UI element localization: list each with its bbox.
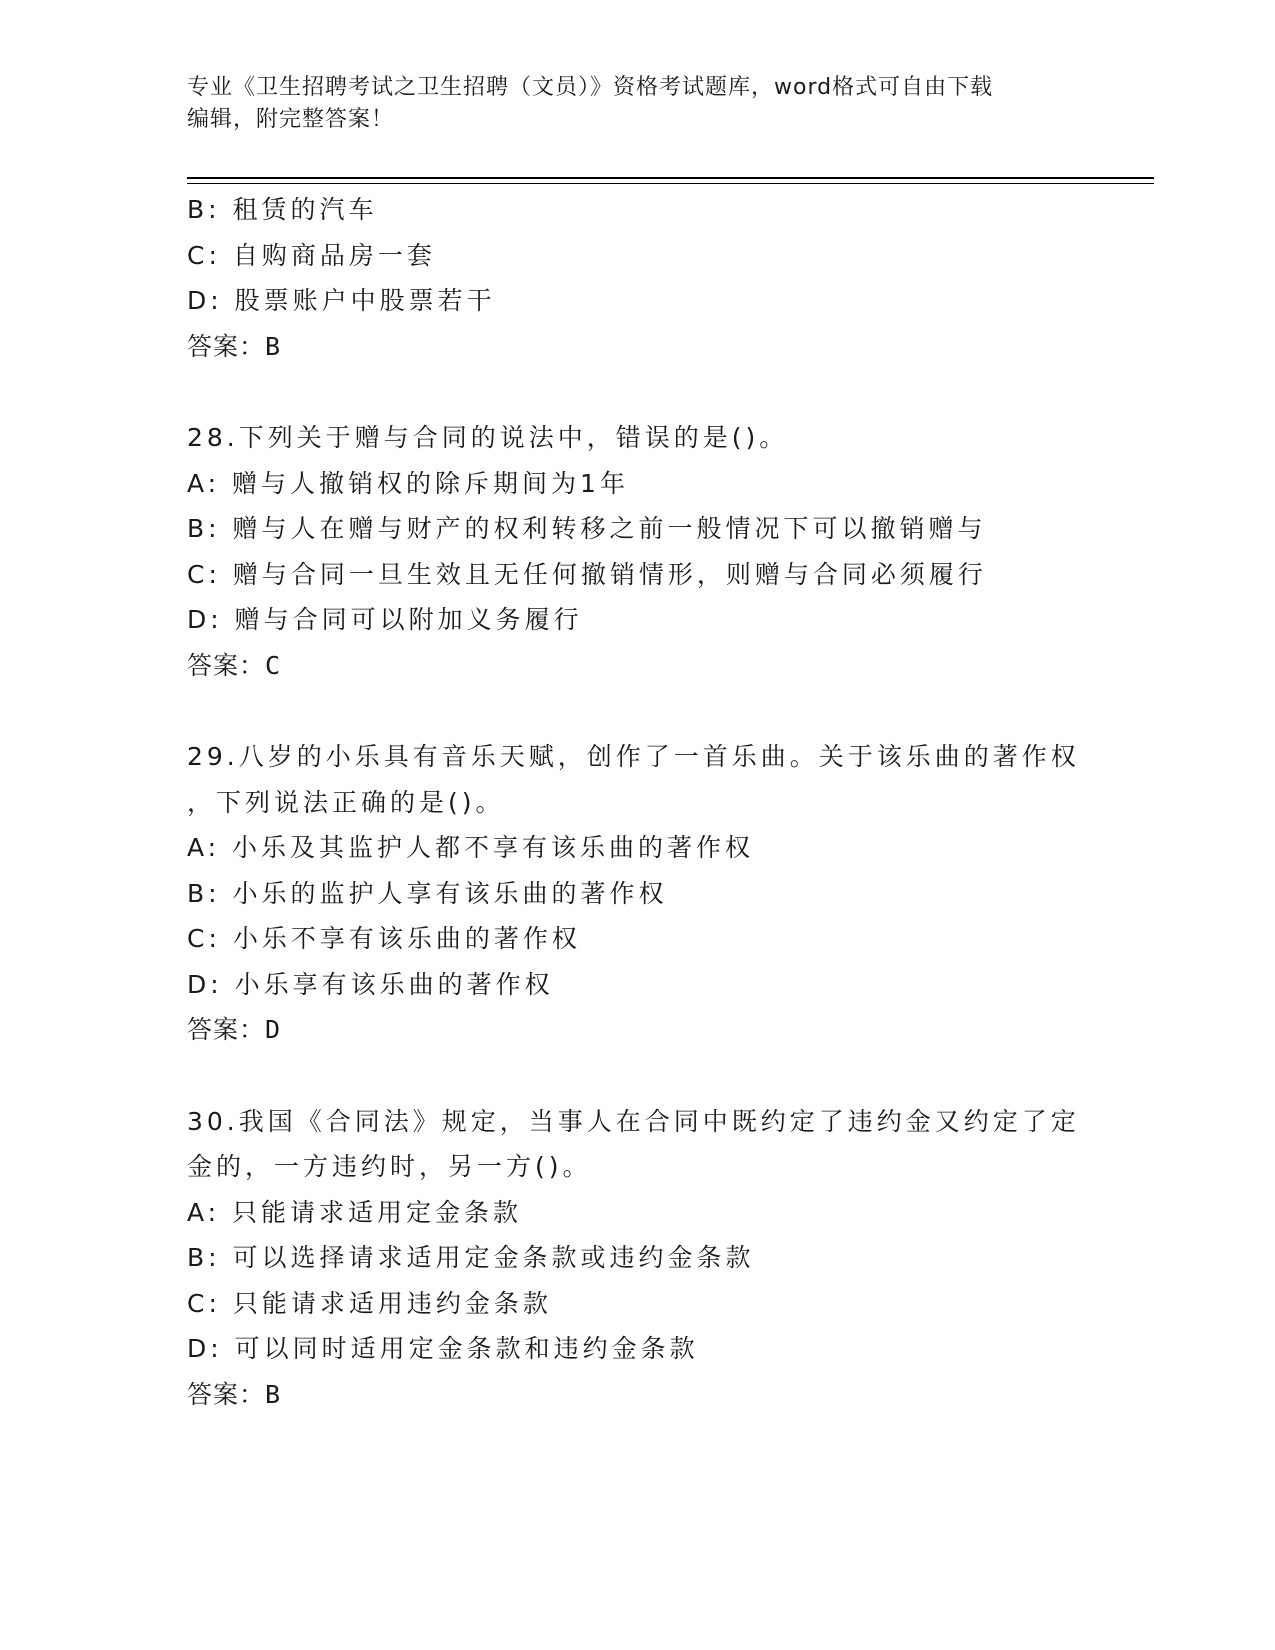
question-stem-cont: 金的，一方违约时，另一方()。 [187, 1152, 592, 1181]
header-line-2: 编辑，附完整答案！ [187, 107, 395, 132]
answer-line [187, 324, 1087, 370]
option-d: D: 赠与合同可以附加义务履行 [187, 605, 583, 634]
header-rule-thick [187, 177, 1154, 179]
answer-label: 答案： [187, 650, 266, 680]
answer-value: C [265, 650, 282, 680]
answer-line [187, 643, 1087, 689]
option-b: B: 赠与人在赠与财产的权利转移之前一般情况下可以撤销赠与 [187, 514, 987, 543]
prev-question-block [187, 187, 1087, 369]
option-c: C: 赠与合同一旦生效且无任何撤销情形，则赠与合同必须履行 [187, 559, 987, 589]
question-stem-cont: ，下列说法正确的是()。 [187, 787, 505, 817]
document-header [187, 72, 1087, 136]
answer-value: D [265, 1015, 282, 1044]
question-29-block [187, 734, 1087, 1053]
option-d: D: 股票账户中股票若干 [187, 286, 496, 315]
option-d: D: 小乐享有该乐曲的著作权 [187, 969, 554, 999]
header-rule-thin [187, 183, 1154, 184]
answer-line [187, 1372, 1087, 1418]
option-b: B: 可以选择请求适用定金条款或违约金条款 [187, 1243, 755, 1272]
option-c: C: 小乐不享有该乐曲的著作权 [187, 924, 581, 953]
answer-label: 答案： [187, 331, 266, 361]
option-b: B: 租赁的汽车 [187, 195, 378, 224]
answer-value: B [265, 331, 282, 361]
question-stem: 28.下列关于赠与合同的说法中，错误的是()。 [187, 423, 789, 452]
question-content [187, 187, 1087, 1417]
answer-label: 答案： [187, 1379, 266, 1409]
answer-line [187, 1007, 1087, 1053]
header-line-1: 专业《卫生招聘考试之卫生招聘（文员）》资格考试题库，word格式可自由下载 [187, 75, 994, 100]
question-stem: 29.八岁的小乐具有音乐天赋，创作了一首乐曲。关于该乐曲的著作权 [187, 742, 1080, 771]
option-b: B: 小乐的监护人享有该乐曲的著作权 [187, 878, 668, 908]
option-a: A: 赠与人撤销权的除斥期间为1年 [187, 468, 629, 498]
question-stem: 30.我国《合同法》规定，当事人在合同中既约定了违约金又约定了定 [187, 1106, 1080, 1136]
option-c: C: 自购商品房一套 [187, 240, 436, 270]
question-28-block [187, 415, 1087, 688]
option-d: D: 可以同时适用定金条款和违约金条款 [187, 1334, 699, 1363]
answer-value: B [265, 1379, 282, 1409]
option-c: C: 只能请求适用违约金条款 [187, 1288, 552, 1318]
answer-label: 答案： [187, 1015, 266, 1044]
option-a: A: 小乐及其监护人都不享有该乐曲的著作权 [187, 833, 755, 862]
option-a: A: 只能请求适用定金条款 [187, 1197, 523, 1227]
question-30-block [187, 1099, 1087, 1418]
